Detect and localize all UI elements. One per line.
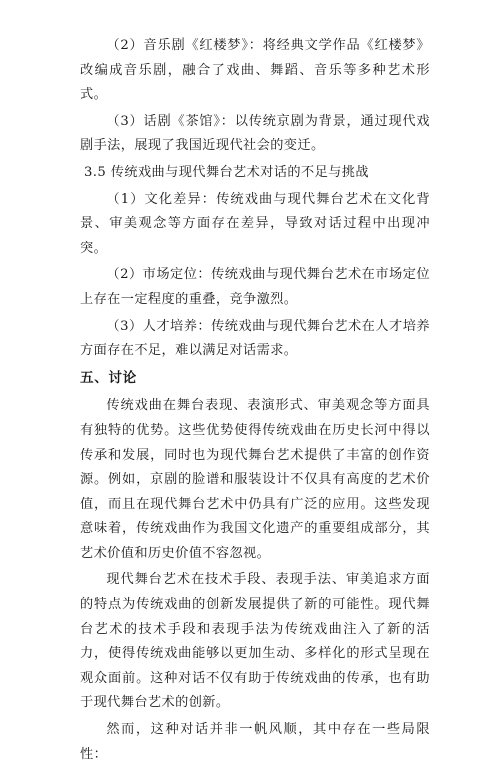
subsection-heading: 3.5 传统戏曲与现代舞台艺术对话的不足与挑战 xyxy=(84,164,369,180)
paragraph-market-positioning: （2）市场定位：传统戏曲与现代舞台艺术在市场定位上存在一定程度的重叠，竞争激烈。 xyxy=(80,267,430,307)
paragraph-musical-example: （2）音乐剧《红楼梦》：将经典文学作品《红楼梦》改编成音乐剧，融合了戏曲、舞蹈、音乐等多种艺术形式。 xyxy=(80,38,430,103)
paragraph-modern-features: 现代舞台艺术在技术手段、表现手法、审美追求方面的特点为传统戏曲的创新发展提供了新的可能性。现代舞台艺术的技术手段和表现手法为传统戏曲注入了新的活力，使得传统戏曲能够以更加生动、多样化的形式呈现在观众面前。这种对话不仅有助于传统戏曲的传承，也有助于现代舞台艺术的创新。 xyxy=(80,572,430,711)
paragraph-cultural-difference: （1）文化差异：传统戏曲与现代舞台艺术在文化背景、审美观念等方面存在差异，导致对话过程中出现冲突。 xyxy=(80,191,430,256)
paragraph-traditional-advantages: 传统戏曲在舞台表现、表演形式、审美观念等方面具有独特的优势。这些优势使得传统戏曲在历史长河中得以传承和发展，同时也为现代舞台艺术提供了丰富的创作资源。例如，京剧的脸谱和服装设计不仅具有高度的艺术价值，而且在现代舞台艺术中仍具有广泛的应用。这些发现意味着，传统戏曲作为我国文化遗产的重要组成部分，其艺术价值和历史价值不容忽视。 xyxy=(80,398,430,561)
section-heading-discussion: 五、讨论 xyxy=(80,369,137,386)
paragraph-talent-training: （3）人才培养：传统戏曲与现代舞台艺术在人才培养方面存在不足，难以满足对话需求。 xyxy=(80,318,430,359)
paragraph-drama-example: （3）话剧《茶馆》：以传统京剧为背景，通过现代戏剧手法，展现了我国近现代社会的变迁。 xyxy=(80,113,430,154)
paragraph-limitations-intro: 然而，这种对话并非一帆风顺，其中存在一些局限性： xyxy=(80,722,430,762)
